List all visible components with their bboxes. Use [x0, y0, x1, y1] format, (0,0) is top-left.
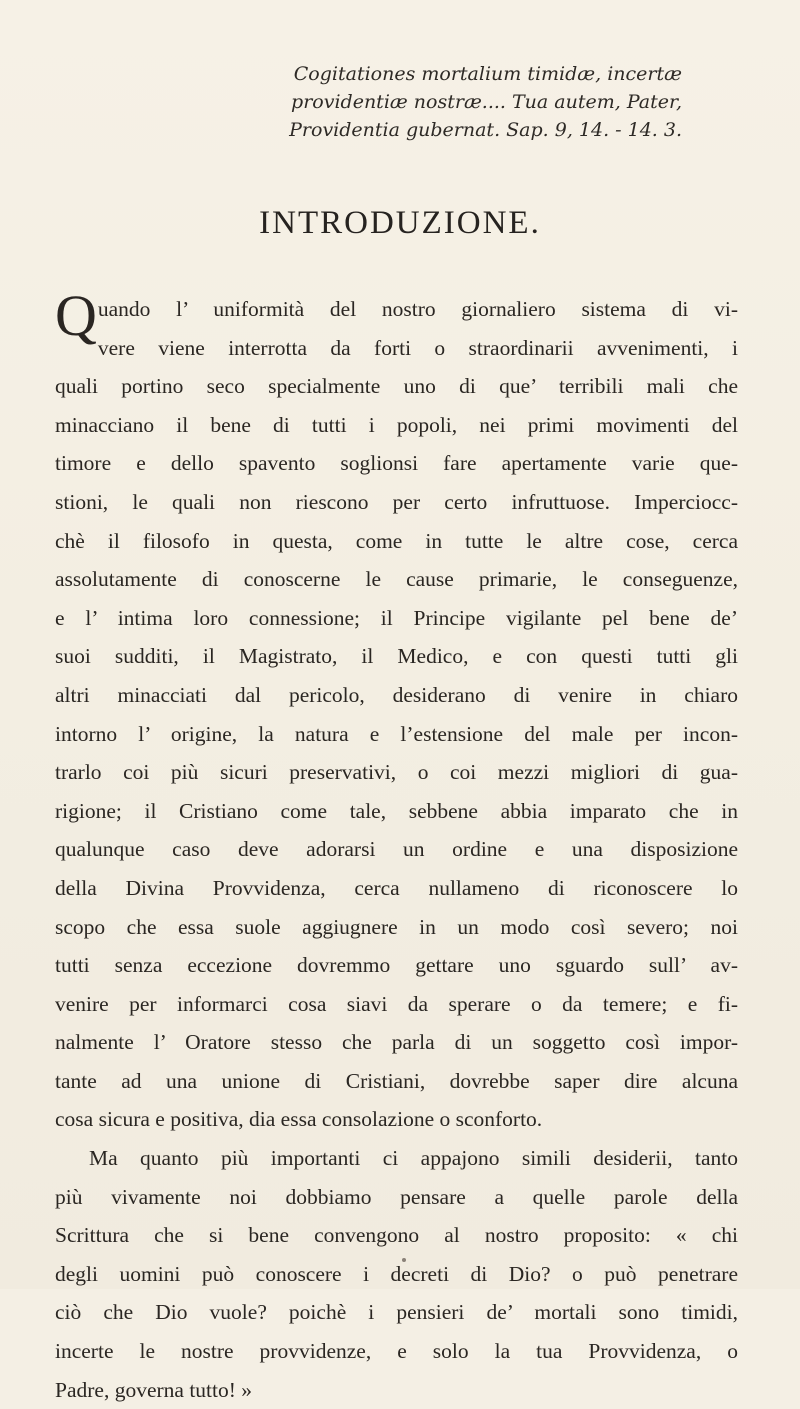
chapter-title: INTRODUZIONE. — [259, 205, 541, 241]
text-line: suoi sudditi, il Magistrato, il Medico, e con questi tutti gli — [55, 644, 738, 669]
text-line: vere viene interrotta da forti o straordinarii avvenimenti, i — [97, 335, 738, 360]
text-line: e l’ intima loro connessione; il Principe vigilante pel bene de’ — [55, 605, 738, 630]
text-line: venire per informarci cosa siavi da sperare o da temere; e fi- — [55, 991, 738, 1016]
text-line: Padre, governa tutto! » — [55, 1377, 253, 1402]
text-line: scopo che essa suole aggiugnere in un modo così severo; noi — [55, 914, 738, 939]
text-line: incerte le nostre provvidenze, e solo la tua Provvidenza, o — [55, 1339, 738, 1364]
epigraph-line: Providentia gubernat. Sap. 9, 14. - 14. 3. — [289, 119, 682, 141]
text-line: assolutamente di conoscerne le cause primarie, le conseguenze, — [55, 567, 738, 592]
epigraph-line: providentiæ nostræ.... Tua autem, Pater, — [291, 91, 682, 113]
text-line: rigione; il Cristiano come tale, sebbene abbia imparato che in — [55, 798, 738, 823]
text-line: più vivamente noi dobbiamo pensare a quelle parole della — [55, 1184, 738, 1209]
text-line: cosa sicura e positiva, dia essa consolazione o sconforto. — [55, 1107, 543, 1132]
text-line: Ma quanto più importanti ci appajono simili desiderii, tanto — [89, 1146, 738, 1171]
text-line: altri minacciati dal pericolo, desiderano di venire in chiaro — [55, 682, 738, 707]
paragraph-1 — [55, 283, 738, 1139]
text-line: stioni, le quali non riescono per certo infruttuose. Imperciocc- — [55, 489, 738, 514]
text-line: qualunque caso deve adorarsi un ordine e una disposizione — [55, 837, 738, 862]
text-line: timore e dello spavento soglionsi fare apertamente varie que- — [55, 451, 738, 476]
text-line: nalmente l’ Oratore stesso che parla di un soggetto così impor- — [55, 1030, 738, 1055]
body-text — [55, 283, 738, 1409]
paragraph-2 — [55, 1139, 738, 1409]
text-line: quali portino seco specialmente uno di que’ terribili mali che — [55, 374, 738, 399]
drop-cap: Q — [55, 283, 97, 348]
text-line: intorno l’ origine, la natura e l’estensione del male per incon- — [55, 721, 738, 746]
text-line: ciò che Dio vuole? poichè i pensieri de’ mortali sono timidi, — [55, 1300, 738, 1325]
text-line: tutti senza eccezione dovremmo gettare uno sguardo sull’ av- — [55, 953, 738, 978]
text-line: Scrittura che si bene convengono al nostro proposito: « chi — [55, 1223, 738, 1248]
page-speck — [402, 1258, 406, 1262]
text-line: della Divina Provvidenza, cerca nullameno di riconoscere lo — [55, 875, 738, 900]
text-line: tante ad una unione di Cristiani, dovrebbe saper dire alcuna — [55, 1068, 738, 1093]
text-line: degli uomini può conoscere i decreti di Dio? o può penetrare — [55, 1261, 738, 1286]
epigraph — [222, 60, 682, 144]
text-line: uando l’ uniformità del nostro giornaliero sistema di vi- — [97, 297, 738, 321]
text-line: trarlo coi più sicuri preservativi, o coi mezzi migliori di gua- — [55, 760, 738, 785]
text-line: chè il filosofo in questa, come in tutte le altre cose, cerca — [55, 528, 738, 553]
epigraph-line: Cogitationes mortalium timidæ, incertæ — [293, 63, 682, 85]
text-line: minacciano il bene di tutti i popoli, nei primi movimenti del — [55, 412, 738, 437]
